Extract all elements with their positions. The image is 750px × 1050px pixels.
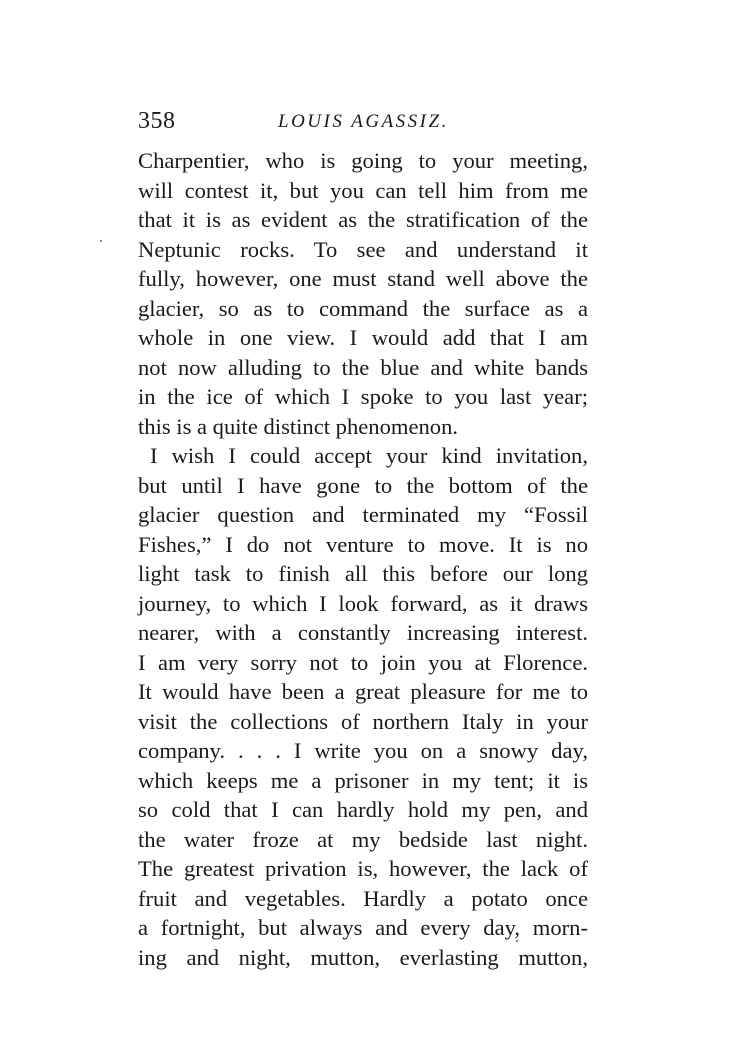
- text-line: light task to finish all this before our long: [138, 561, 588, 586]
- text-line: a fortnight, but always and every day, morn-: [138, 915, 588, 940]
- text-line: in the ice of which I spoke to you last year;: [138, 384, 588, 409]
- body-text: [138, 146, 588, 972]
- text-line: glacier question and terminated my “Fossil: [138, 502, 588, 527]
- text-line: will contest it, but you can tell him from me: [138, 177, 588, 203]
- text-line: Charpentier, who is going to your meeting,: [138, 148, 588, 173]
- text-line: Fishes,” I do not venture to move. It is no: [138, 531, 588, 557]
- text-line: The greatest privation is, however, the lack of: [138, 856, 588, 881]
- text-line: that it is as evident as the stratification of the: [138, 207, 588, 232]
- text-line: journey, to which I look forward, as it draws: [138, 590, 588, 616]
- text-line: Neptunic rocks. To see and understand it: [138, 236, 588, 262]
- text-line: the water froze at my bedside last night.: [138, 826, 588, 852]
- paragraph-end-line: this is a quite distinct phenomenon.: [138, 413, 459, 439]
- paper-speck: [516, 940, 518, 942]
- text-line: fully, however, one must stand well above the: [138, 266, 588, 291]
- text-line: It would have been a great pleasure for me to: [138, 679, 588, 704]
- text-line: visit the collections of northern Italy in your: [138, 708, 588, 734]
- text-line: ing and night, mutton, everlasting mutton,: [138, 944, 588, 970]
- paper-speck: [100, 240, 102, 242]
- text-line: glacier, so as to command the surface as a: [138, 295, 588, 321]
- page-number: 358: [138, 108, 176, 134]
- text-line: not now alluding to the blue and white bands: [138, 354, 588, 380]
- paragraph-start-line: I wish I could accept your kind invitation,: [150, 443, 588, 468]
- text-line: nearer, with a constantly increasing interest.: [138, 620, 588, 645]
- running-title: LOUIS AGASSIZ.: [278, 111, 449, 132]
- text-line: so cold that I can hardly hold my pen, and: [138, 797, 588, 822]
- running-head: [138, 108, 598, 142]
- text-line: fruit and vegetables. Hardly a potato once: [138, 885, 588, 911]
- text-line: whole in one view. I would add that I am: [138, 325, 588, 350]
- text-line: but until I have gone to the bottom of the: [138, 472, 588, 498]
- text-line: company. . . . I write you on a snowy day,: [138, 738, 588, 763]
- text-line: I am very sorry not to join you at Florence.: [138, 649, 588, 675]
- text-line: which keeps me a prisoner in my tent; it is: [138, 767, 588, 793]
